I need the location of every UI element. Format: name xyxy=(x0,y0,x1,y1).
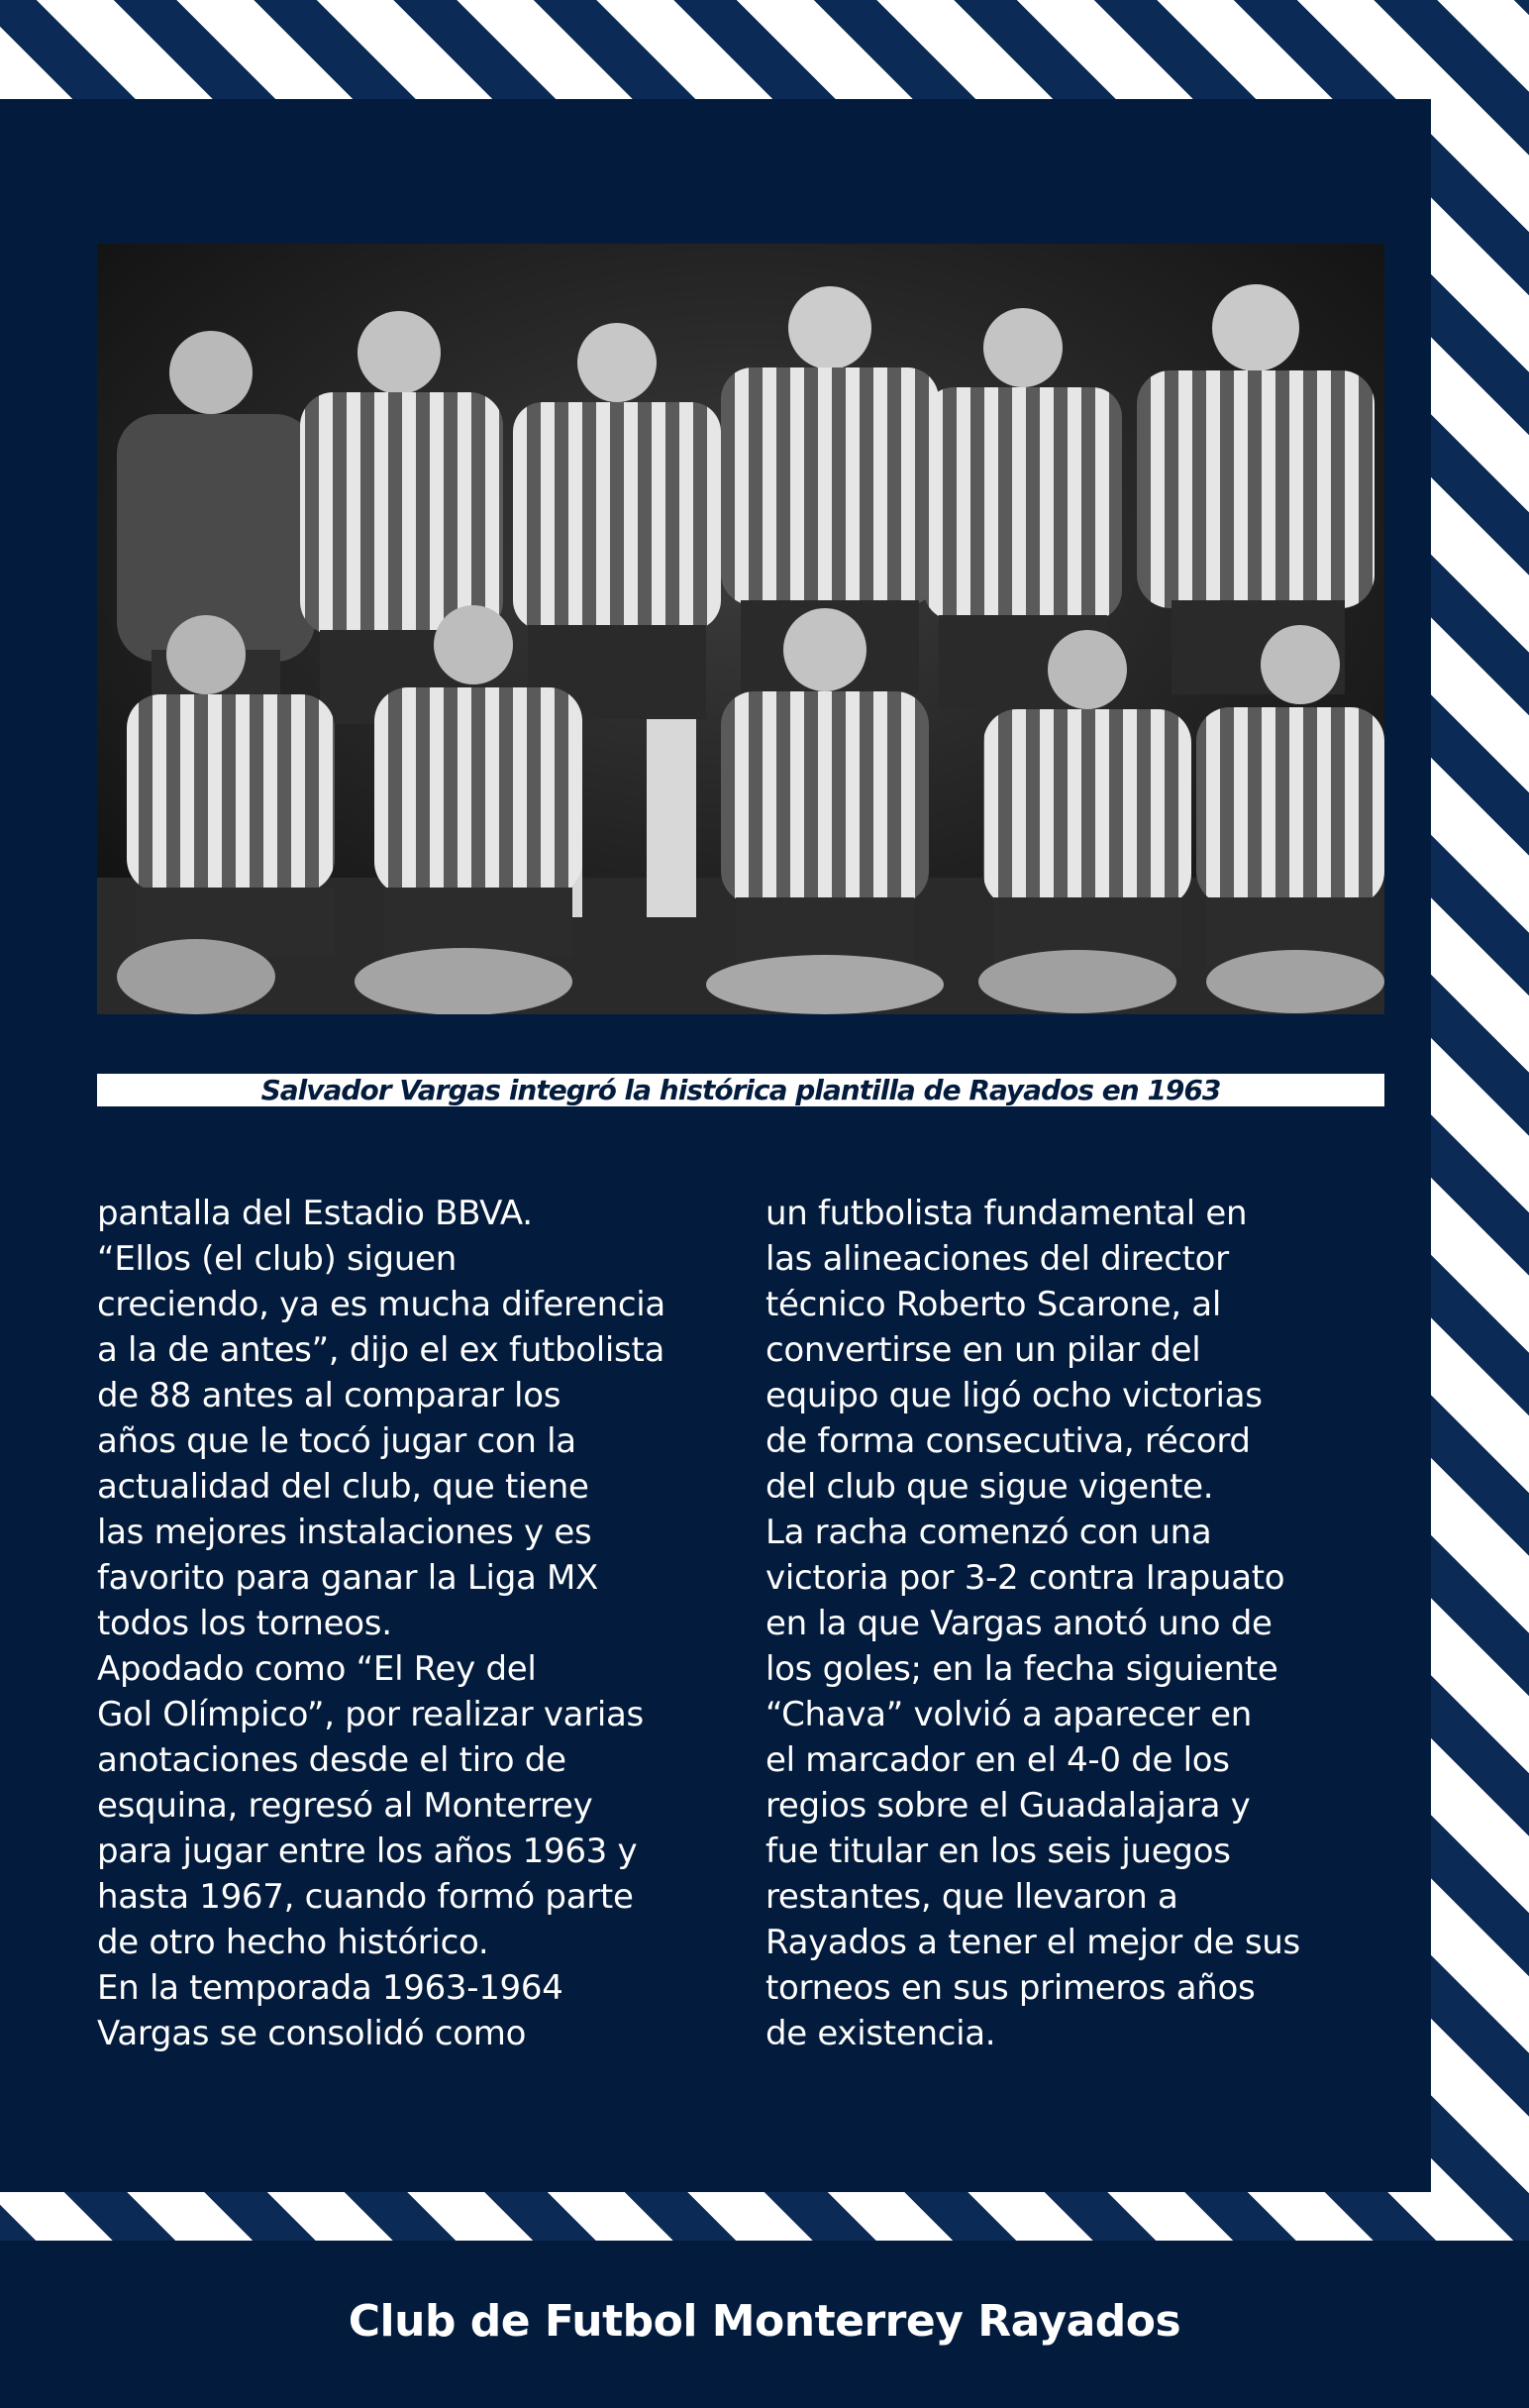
footer-club-name: Club de Futbol Monterrey Rayados xyxy=(348,2296,1181,2347)
team-photo xyxy=(97,244,1384,1014)
article-panel xyxy=(0,99,1431,2192)
article-column-left: pantalla del Estadio BBVA. “Ellos (el club) siguen creciendo, ya es mucha diferencia a la de antes”, dijo el ex futbolista de 88 antes al comparar los años que le tocó jugar con la actualidad del club, que tiene las mejores instalaciones y es favorito para ganar la Liga MX todos los torneos. Apodado como “El Rey del Gol Olímpico”, por realizar varias anotaciones desde el tiro de esquina, regresó al Monterrey para jugar entre los años 1963 y hasta 1967, cuando formó parte de otro hecho histórico. En la temporada 1963-1964 Vargas se consolidó como xyxy=(97,1194,665,2053)
article-column-right: un futbolista fundamental en las alineaciones del director técnico Roberto Scarone, al convertirse en un pilar del equipo que ligó ocho victorias de forma consecutiva, récord del club que sigue vigente. La racha comenzó con una victoria por 3-2 contra Irapuato en la que Vargas anotó uno de los goles; en la fecha siguiente “Chava” volvió a aparecer en el marcador en el 4-0 de los regios sobre el Guadalajara y fue titular en los seis juegos restantes, que llevaron a Rayados a tener el mejor de sus torneos en sus primeros años de existencia. xyxy=(765,1194,1300,2053)
photo-caption xyxy=(97,1074,1384,1106)
footer-bar xyxy=(0,2241,1529,2408)
photo-caption-text: Salvador Vargas integró la histórica plantilla de Rayados en 1963 xyxy=(260,1074,1221,1106)
